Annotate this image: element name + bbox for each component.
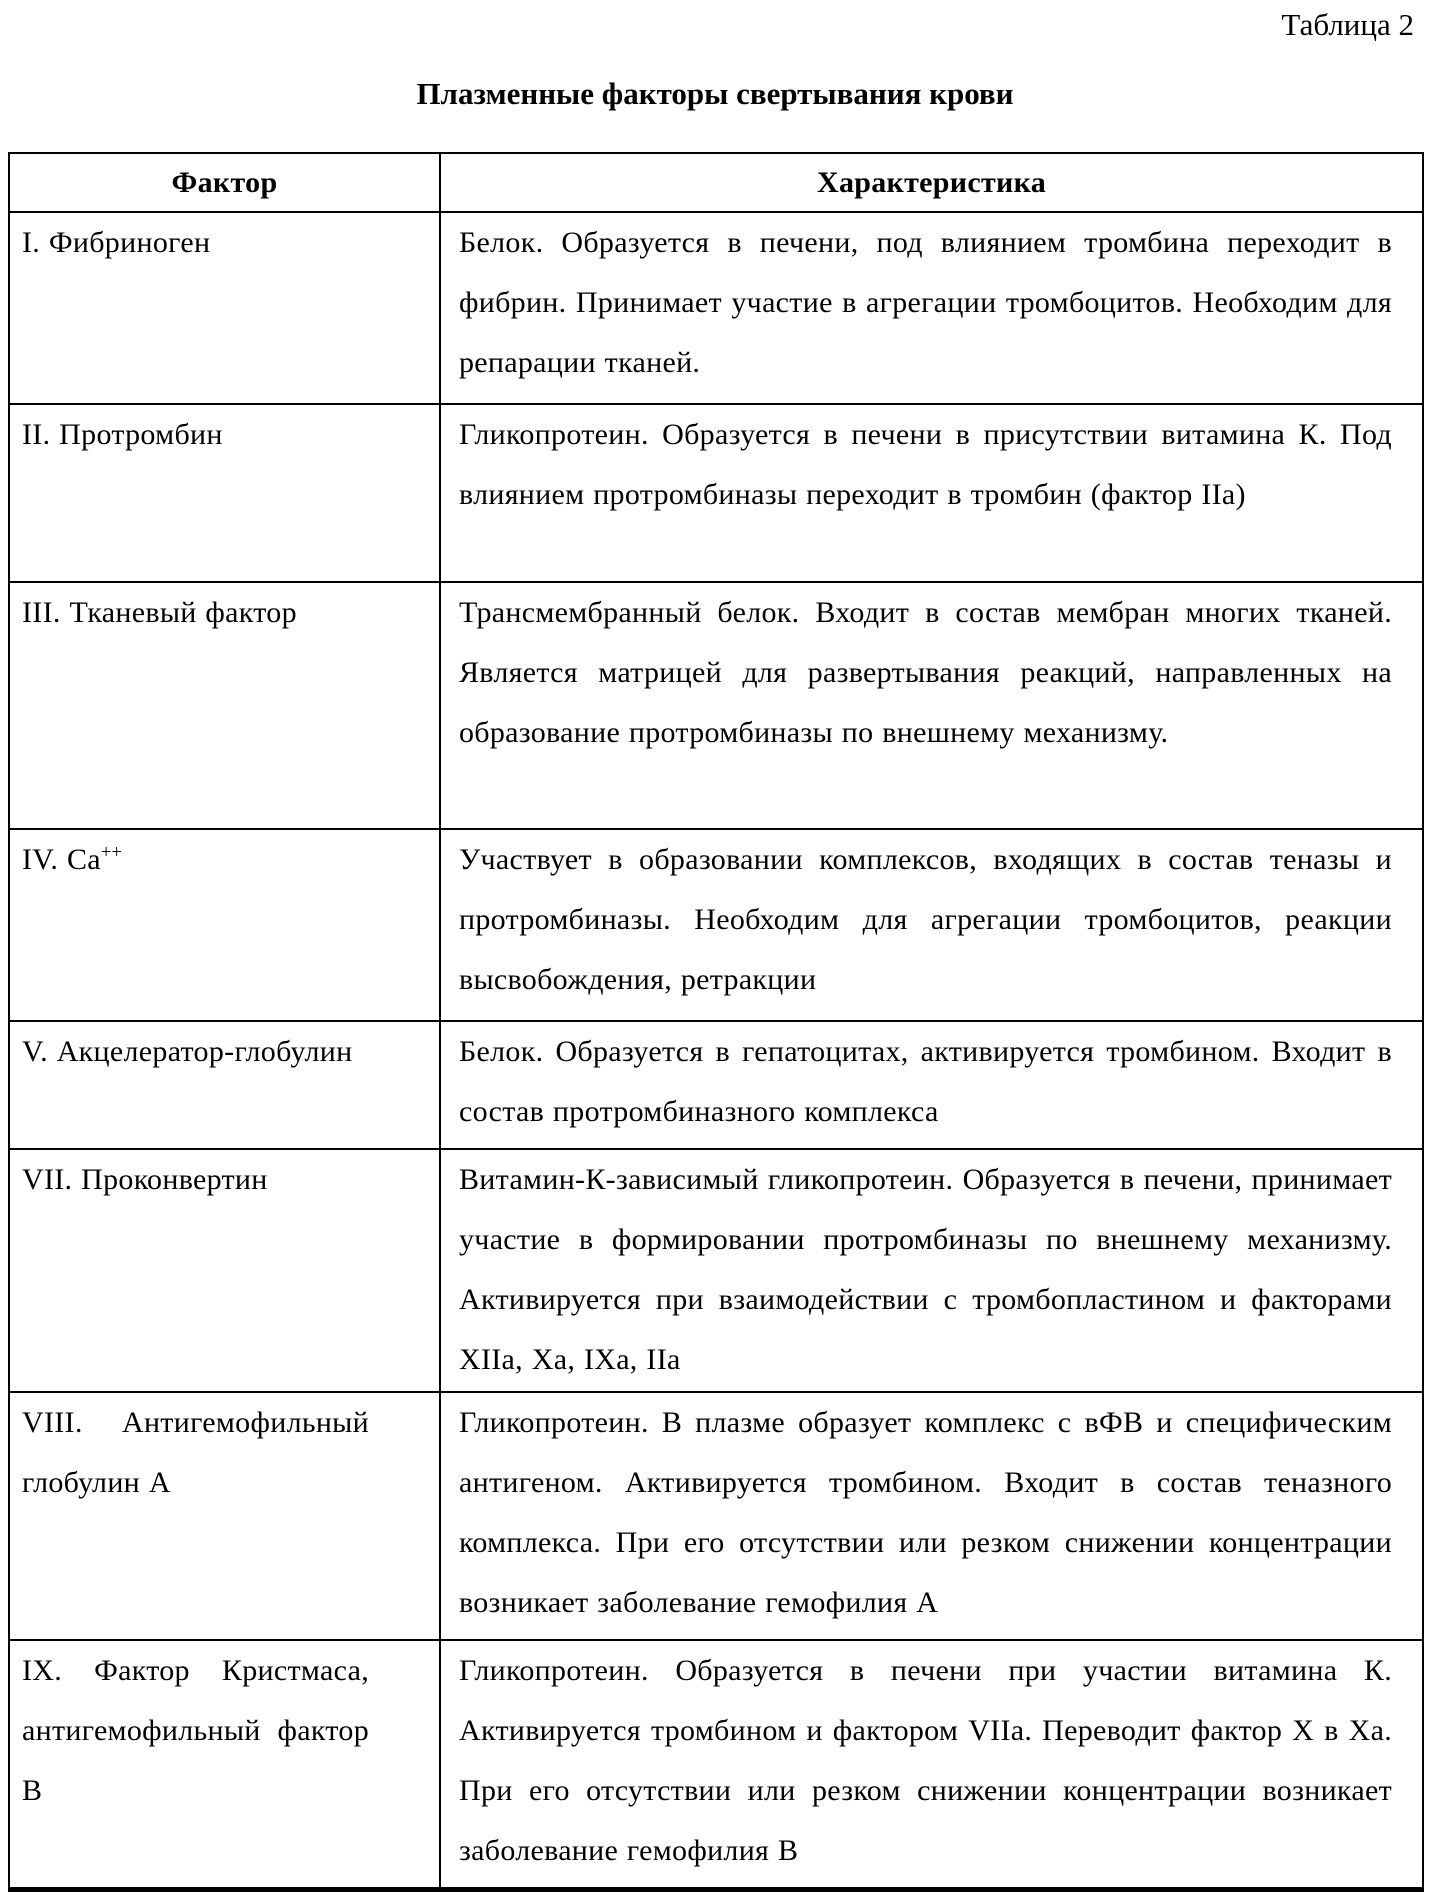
characteristic-cell (440, 404, 1423, 582)
factor-cell (9, 582, 440, 829)
characteristic-text: Гликопротеин. Образуется в печени при участии витамина К. Активируется тромбином и фактором VIIа. Переводит фактор Х в Ха. При его отсутствии или резком снижении концентрации возникает заболевание гемофилия В (459, 1654, 1392, 1867)
table-row (9, 1021, 1423, 1149)
factor-superscript: ++ (100, 842, 122, 863)
characteristic-cell (440, 1149, 1423, 1392)
factor-text: V. Акцелератор-глобулин (22, 1035, 353, 1068)
factor-cell (9, 212, 440, 404)
factor-cell (9, 1640, 440, 1889)
factor-cell (9, 1392, 440, 1640)
table-row (9, 1149, 1423, 1392)
factor-cell (9, 1149, 440, 1392)
factor-text: IV. Ca (22, 843, 101, 876)
table-row (9, 1640, 1423, 1889)
characteristic-text: Участвует в образовании комплексов, входящих в состав теназы и протромбиназы. Необходим для агрегации тромбоцитов, реакции высвобождения, ретракции (459, 843, 1392, 996)
characteristic-cell (440, 1392, 1423, 1640)
page-title: Плазменные факторы свертывания крови (416, 76, 1014, 111)
characteristic-text: Витамин-К-зависимый гликопротеин. Образуется в печени, принимает участие в формировании протромбиназы по внешнему механизму. Активируется при взаимодействии с тромбопластином и факторами XIIа, Ха, IXа, IIа (459, 1163, 1392, 1376)
factor-text: II. Протромбин (22, 418, 223, 451)
table-number-label: Таблица 2 (1281, 7, 1414, 42)
factor-text: III. Тканевый фактор (22, 596, 297, 629)
table-row (9, 829, 1423, 1021)
table-header-row (9, 153, 1423, 212)
column-header-characteristic: Характеристика (440, 153, 1423, 212)
characteristic-cell (440, 582, 1423, 829)
table-row (9, 404, 1423, 582)
coagulation-factors-table (8, 152, 1424, 1892)
table-row (9, 212, 1423, 404)
characteristic-text: Белок. Образуется в гепатоцитах, активируется тромбином. Входит в состав протромбиназного комплекса (459, 1035, 1392, 1128)
factor-cell (9, 1021, 440, 1149)
characteristic-cell (440, 1021, 1423, 1149)
characteristic-text: Трансмембранный белок. Входит в состав мембран многих тканей. Является матрицей для развертывания реакций, направленных на образование протромбиназы по внешнему механизму. (459, 596, 1392, 749)
characteristic-cell (440, 212, 1423, 404)
column-header-factor: Фактор (9, 153, 440, 212)
characteristic-text: Гликопротеин. В плазме образует комплекс с вФВ и специфическим антигеном. Активируется тромбином. Входит в состав теназного комплекса. При его отсутствии или резком снижении концентрации возникает заболевание гемофилия А (459, 1406, 1392, 1619)
characteristic-cell (440, 1640, 1423, 1889)
factor-text: IX. Фактор Кристмаса, антигемофильный фактор В (22, 1654, 369, 1807)
table-row (9, 582, 1423, 829)
factor-cell (9, 404, 440, 582)
factor-cell (9, 829, 440, 1021)
factor-text: VIII. Антигемофильный глобулин А (22, 1406, 369, 1499)
characteristic-text: Белок. Образуется в печени, под влиянием тромбина переходит в фибрин. Принимает участие в агрегации тромбоцитов. Необходим для репарации тканей. (459, 226, 1392, 379)
factor-text: I. Фибриноген (22, 226, 211, 259)
characteristic-text: Гликопротеин. Образуется в печени в присутствии витамина К. Под влиянием протромбиназы переходит в тромбин (фактор IIа) (459, 418, 1392, 511)
factor-text: VII. Проконвертин (22, 1163, 268, 1196)
table-row (9, 1392, 1423, 1640)
characteristic-cell (440, 829, 1423, 1021)
